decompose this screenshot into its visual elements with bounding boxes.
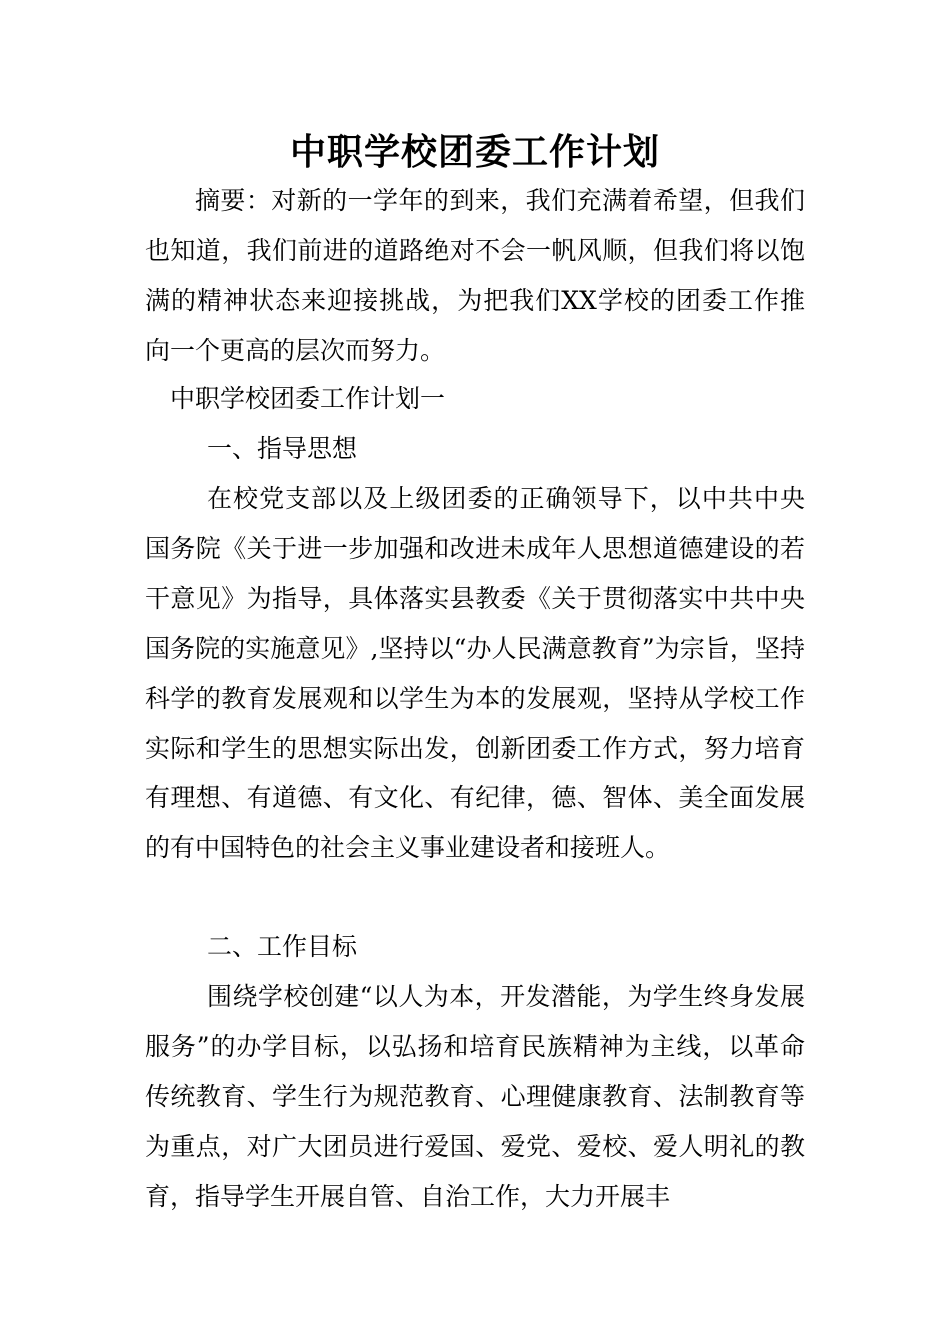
section-heading-guiding-thought: 一、指导思想 — [207, 434, 358, 463]
section-body-guiding-thought: 在校党支部以及上级团委的正确领导下，以中共中央国务院《关于进一步加强和改进未成年人思想道德建设的若干意见》为指导，具体落实县教委《关于贯彻落实中共中央国务院的实施意见》,坚持以“办人民满意教育”为宗旨，坚持科学的教育发展观和以学生为本的发展观，坚持从学校工作实际和学生的思想实际出发，创新团委工作方式，努力培育有理想、有道德、有文化、有纪律，德、智体、美全面发展的有中国特色的社会主义事业建设者和接班人。 — [145, 484, 805, 863]
section-body-work-goals: 围绕学校创建“以人为本，开发潜能，为学生终身发展服务”的办学目标，以弘扬和培育民族精神为主线，以革命传统教育、学生行为规范教育、心理健康教育、法制教育等为重点，对广大团员进行爱国、爱党、爱校、爱人明礼的教育，指导学生开展自管、自治工作，大力开展丰 — [145, 982, 805, 1211]
plan-subtitle: 中职学校团委工作计划一 — [170, 384, 446, 413]
document-title: 中职学校团委工作计划 — [289, 131, 660, 173]
abstract-paragraph: 摘要：对新的一学年的到来，我们充满着希望，但我们也知道，我们前进的道路绝对不会一帆风顺，但我们将以饱满的精神状态来迎接挑战，为把我们XX学校的团委工作推向一个更高的层次而努力。 — [145, 186, 805, 365]
section-heading-work-goals: 二、工作目标 — [207, 932, 358, 961]
